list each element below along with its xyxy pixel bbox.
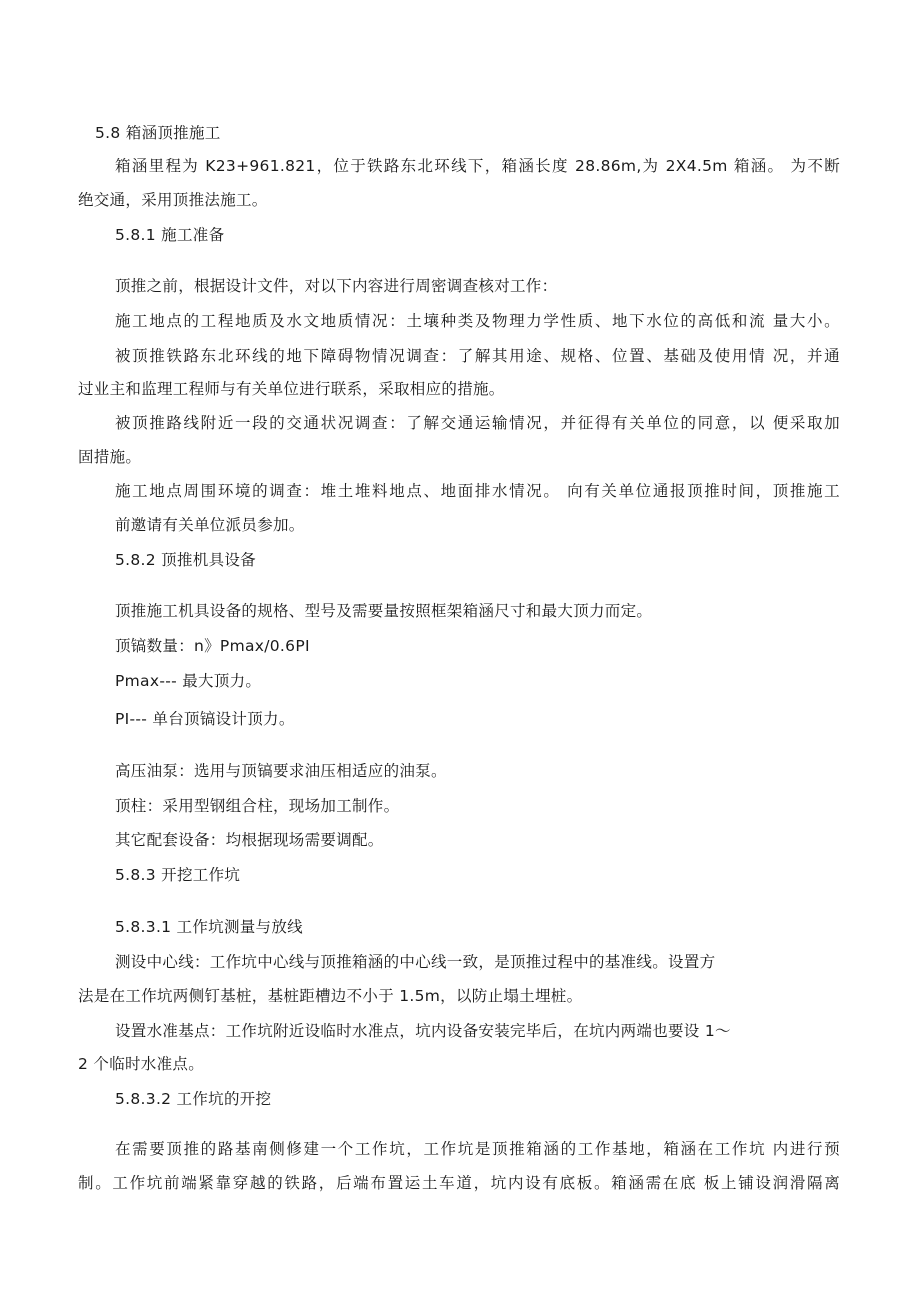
subsection-heading: 5.8.3.1 工作坑测量与放线 [115, 918, 303, 936]
paragraph-line: 箱涵里程为 K23+961.821，位于铁路东北环线下，箱涵长度 28.86m,为 2X4.5m 箱涵。 为不断 [115, 157, 840, 175]
paragraph-line: 测设中心线：工作坑中心线与顶推箱涵的中心线一致，是顶推过程中的基准线。设置方 [115, 953, 716, 971]
subsection-heading: 5.8.3 开挖工作坑 [115, 866, 241, 884]
formula-line: 顶镐数量：n》Pmax/0.6PI [115, 637, 310, 655]
paragraph-line: 被顶推铁路东北环线的地下障碍物情况调查：了解其用途、规格、位置、基础及使用情 况，并通 [115, 347, 840, 365]
paragraph-line: 设置水准基点：工作坑附近设临时水准点，坑内设备安装完毕后，在坑内两端也要设 1～ [115, 1022, 731, 1040]
subsection-heading: 5.8.3.2 工作坑的开挖 [115, 1090, 272, 1108]
paragraph-line: 顶推之前，根据设计文件，对以下内容进行周密调查核对工作： [115, 277, 558, 295]
paragraph-line: 在需要顶推的路基南侧修建一个工作坑，工作坑是顶推箱涵的工作基地，箱涵在工作坑 内进行预 [115, 1140, 840, 1158]
paragraph-line: 2 个临时水准点。 [78, 1055, 204, 1073]
subsection-heading: 5.8.1 施工准备 [115, 226, 225, 244]
paragraph-line: 被顶推路线附近一段的交通状况调查：了解交通运输情况，并征得有关单位的同意，以 便采取加 [115, 414, 840, 432]
formula-line: PI--- 单台顶镐设计顶力。 [115, 710, 295, 728]
paragraph-line: 其它配套设备：均根据现场需要调配。 [115, 831, 384, 849]
paragraph-line: 过业主和监理工程师与有关单位进行联系，采取相应的措施。 [78, 380, 505, 398]
formula-line: Pmax--- 最大顶力。 [115, 672, 262, 690]
paragraph-line: 制。工作坑前端紧靠穿越的铁路，后端布置运土车道，坑内设有底板。箱涵需在底 板上铺设润滑隔离 [78, 1174, 840, 1192]
paragraph-line: 绝交通，采用顶推法施工。 [78, 191, 268, 209]
paragraph-line: 固措施。 [78, 448, 142, 466]
paragraph-line: 顶推施工机具设备的规格、型号及需要量按照框架箱涵尺寸和最大顶力而定。 [115, 602, 653, 620]
section-heading: 5.8 箱涵顶推施工 [95, 124, 221, 142]
subsection-heading: 5.8.2 顶推机具设备 [115, 551, 256, 569]
paragraph-line: 前邀请有关单位派员参加。 [115, 516, 305, 534]
paragraph-line: 高压油泵：选用与顶镐要求油压相适应的油泵。 [115, 762, 447, 780]
paragraph-line: 施工地点周围环境的调查：堆土堆料地点、地面排水情况。 向有关单位通报顶推时间，顶推施工 [115, 482, 840, 500]
paragraph-line: 施工地点的工程地质及水文地质情况：土壤种类及物理力学性质、地下水位的高低和流 量大小。 [115, 312, 840, 330]
paragraph-line: 法是在工作坑两侧钉基桩，基桩距槽边不小于 1.5m，以防止塌土埋桩。 [78, 987, 583, 1005]
paragraph-line: 顶柱：采用型钢组合柱，现场加工制作。 [115, 797, 400, 815]
